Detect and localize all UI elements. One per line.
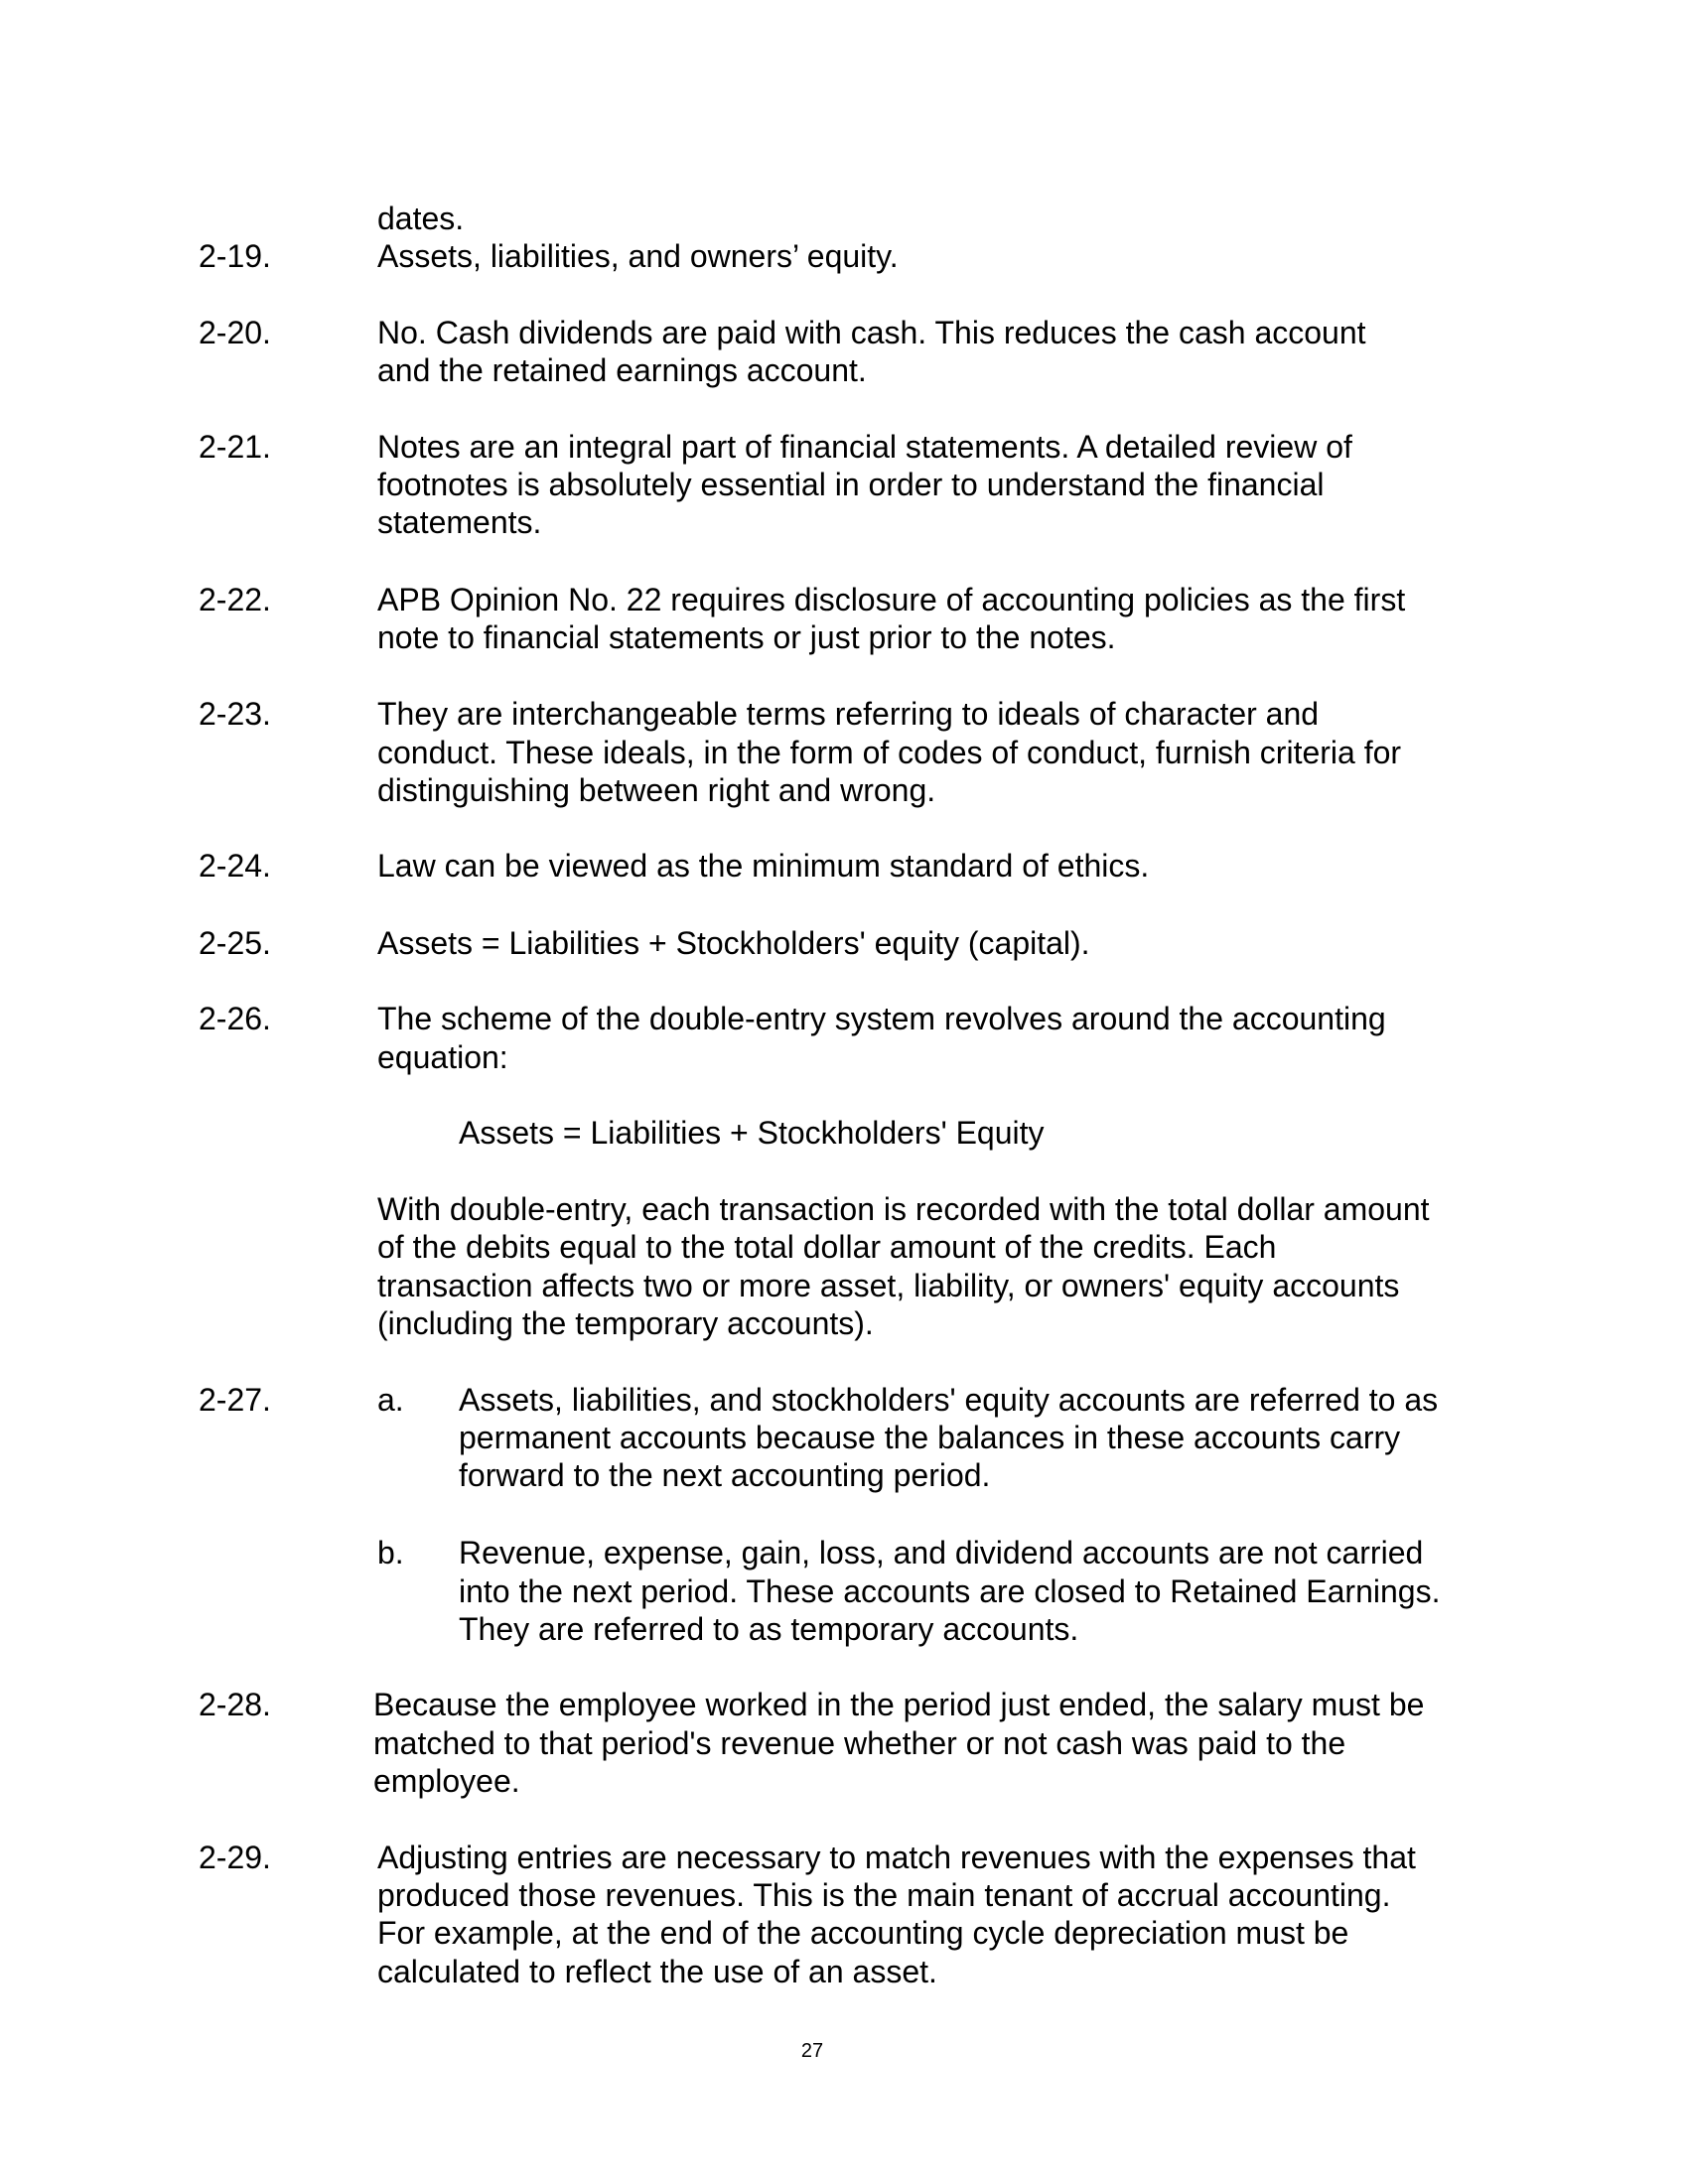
item-number: 2-27. [199, 1382, 271, 1418]
item-text: Assets = Liabilities + Stockholders' equity (capital). [377, 925, 1090, 961]
item-text: note to financial statements or just prior to the notes. [377, 619, 1116, 655]
item-text: footnotes is absolutely essential in order to understand the financial [377, 467, 1325, 502]
item-text: APB Opinion No. 22 requires disclosure of accounting policies as the first [377, 582, 1406, 617]
subitem-text: Revenue, expense, gain, loss, and dividend accounts are not carried [459, 1535, 1424, 1570]
subitem-label: b. [377, 1535, 404, 1570]
item-text: (including the temporary accounts). [377, 1305, 874, 1341]
item-text: Law can be viewed as the minimum standard of ethics. [377, 848, 1150, 884]
item-number: 2-25. [199, 925, 271, 961]
subitem-text: They are referred to as temporary accounts. [459, 1611, 1079, 1647]
item-text: The scheme of the double-entry system revolves around the accounting [377, 1001, 1386, 1036]
item-text: With double-entry, each transaction is recorded with the total dollar amount [377, 1191, 1430, 1227]
item-number: 2-24. [199, 848, 271, 884]
item-text: For example, at the end of the accounting cycle depreciation must be [377, 1915, 1349, 1951]
item-text: equation: [377, 1039, 508, 1075]
accounting-equation: Assets = Liabilities + Stockholders' Equity [459, 1115, 1045, 1151]
item-text: They are interchangeable terms referring to ideals of character and [377, 696, 1320, 732]
item-number: 2-26. [199, 1001, 271, 1036]
item-text: Notes are an integral part of financial statements. A detailed review of [377, 429, 1352, 465]
item-text: conduct. These ideals, in the form of codes of conduct, furnish criteria for [377, 735, 1402, 770]
item-text: of the debits equal to the total dollar amount of the credits. Each [377, 1229, 1277, 1265]
item-text: statements. [377, 504, 542, 540]
item-text: matched to that period's revenue whether or not cash was paid to the [373, 1725, 1346, 1761]
item-text: and the retained earnings account. [377, 352, 867, 388]
subitem-text: permanent accounts because the balances in these accounts carry [459, 1420, 1401, 1455]
item-text: employee. [373, 1763, 520, 1799]
item-number: 2-28. [199, 1687, 271, 1722]
subitem-label: a. [377, 1382, 404, 1418]
continuation-text: dates. [377, 201, 465, 236]
item-text: Assets, liabilities, and owners’ equity. [377, 238, 899, 274]
item-text: calculated to reflect the use of an asset. [377, 1954, 937, 1989]
item-number: 2-20. [199, 315, 271, 350]
item-text: transaction affects two or more asset, liability, or owners' equity accounts [377, 1268, 1400, 1303]
subitem-text: into the next period. These accounts are closed to Retained Earnings. [459, 1573, 1441, 1609]
item-text: Because the employee worked in the period just ended, the salary must be [373, 1687, 1425, 1722]
subitem-text: forward to the next accounting period. [459, 1457, 991, 1493]
item-text: No. Cash dividends are paid with cash. This reduces the cash account [377, 315, 1366, 350]
item-number: 2-19. [199, 238, 271, 274]
item-number: 2-23. [199, 696, 271, 732]
item-text: Adjusting entries are necessary to match revenues with the expenses that [377, 1840, 1416, 1875]
item-number: 2-22. [199, 582, 271, 617]
item-number: 2-29. [199, 1840, 271, 1875]
item-text: produced those revenues. This is the main tenant of accrual accounting. [377, 1877, 1391, 1913]
item-number: 2-21. [199, 429, 271, 465]
page-number: 27 [800, 2040, 824, 2062]
subitem-text: Assets, liabilities, and stockholders' equity accounts are referred to as [459, 1382, 1439, 1418]
item-text: distinguishing between right and wrong. [377, 772, 936, 808]
